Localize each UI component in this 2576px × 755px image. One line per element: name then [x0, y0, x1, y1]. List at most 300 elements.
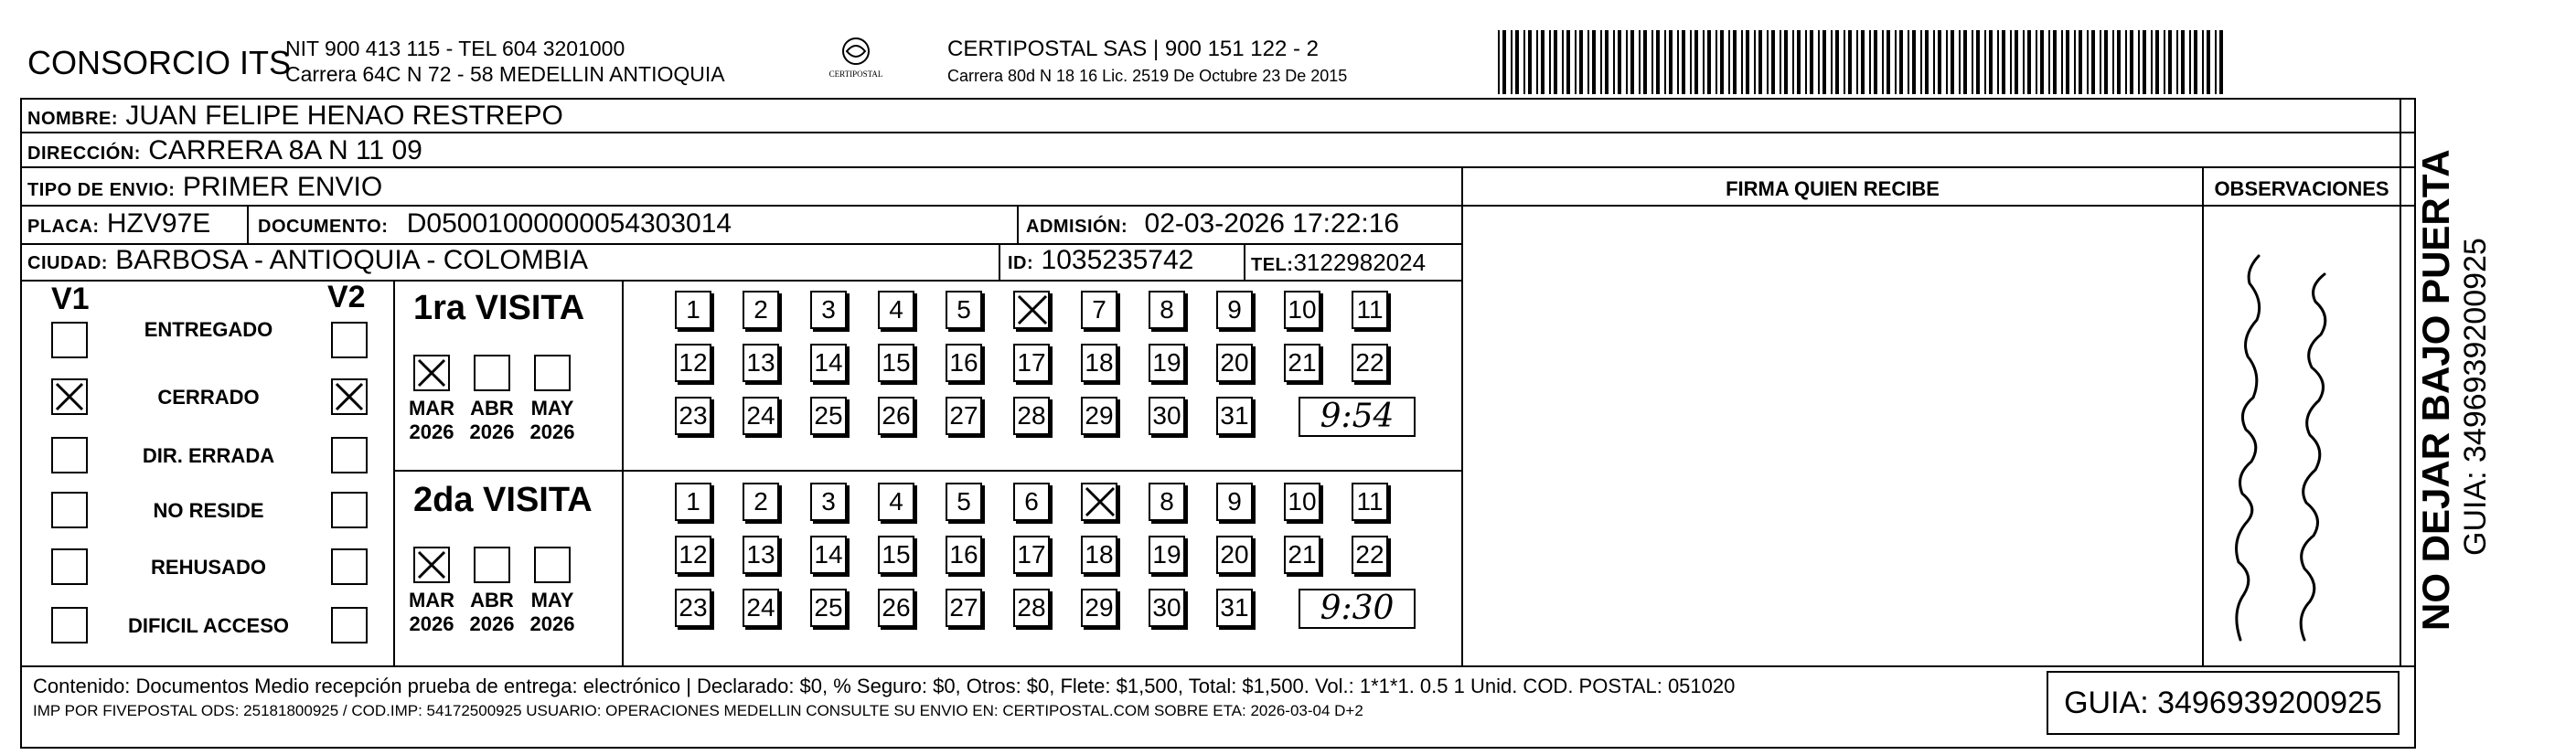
- no-under-door-notice: NO DEJAR BAJO PUERTA: [2414, 149, 2457, 631]
- svg-text:CERTIPOSTAL: CERTIPOSTAL: [828, 69, 883, 79]
- barcode-bar: [2125, 30, 2127, 94]
- month-checkbox[interactable]: [413, 355, 450, 391]
- v1-checkbox[interactable]: [51, 607, 88, 643]
- status-label: ENTREGADO: [144, 318, 273, 341]
- day-box[interactable]: [946, 397, 982, 435]
- handwritten-observations: [2204, 247, 2387, 654]
- barcode-bar: [1972, 30, 1973, 94]
- day-number: 29: [1085, 401, 1114, 430]
- day-number: 11: [1356, 295, 1384, 324]
- month-label: ABR 2026: [469, 589, 515, 635]
- shipping-type-label: TIPO DE ENVIO:: [27, 180, 176, 200]
- day-number: 17: [1017, 540, 1046, 569]
- barcode-bar: [1946, 30, 1948, 94]
- status-label: DIR. ERRADA: [142, 444, 275, 467]
- barcode-bar: [1639, 30, 1641, 94]
- barcode-bar: [1771, 30, 1775, 94]
- barcode-bar: [1869, 30, 1871, 94]
- phone-row: [1251, 247, 1426, 281]
- day-box[interactable]: [810, 397, 847, 435]
- day-box[interactable]: [1149, 536, 1185, 574]
- barcode-bar: [2143, 30, 2146, 94]
- day-box[interactable]: [878, 397, 914, 435]
- day-number: 27: [949, 401, 978, 430]
- barcode-bar: [1805, 30, 1807, 94]
- barcode-bar: [2176, 30, 2178, 94]
- day-box[interactable]: [1352, 483, 1388, 521]
- day-number: 21: [1288, 540, 1317, 569]
- day-box[interactable]: [1081, 536, 1117, 574]
- day-box[interactable]: [1216, 589, 1253, 627]
- day-number: 18: [1085, 348, 1114, 377]
- day-number: 31: [1220, 401, 1249, 430]
- day-number: 3: [821, 487, 836, 516]
- day-box[interactable]: [743, 344, 779, 382]
- id-label: ID:: [1008, 253, 1034, 273]
- barcode-bar: [1780, 30, 1781, 94]
- x-mark-icon: [415, 356, 448, 389]
- observations-header: OBSERVACIONES: [2214, 177, 2389, 200]
- day-box[interactable]: [1013, 291, 1050, 329]
- day-number: 10: [1288, 487, 1317, 516]
- day-number: 4: [889, 487, 903, 516]
- day-number: 24: [746, 593, 775, 622]
- barcode-bar: [1895, 30, 1897, 94]
- day-number: 1: [686, 295, 700, 324]
- v1-checkbox[interactable]: [51, 437, 88, 473]
- barcode-bar: [1899, 30, 1903, 94]
- day-number: 26: [882, 401, 911, 430]
- barcode-bar: [1703, 30, 1705, 94]
- barcode-bar: [2151, 30, 2153, 94]
- barcode-bar: [1844, 30, 1845, 94]
- barcode-bar: [1618, 30, 1621, 94]
- month-label: ABR 2026: [469, 397, 515, 443]
- barcode-bar: [1587, 30, 1589, 94]
- day-box[interactable]: [946, 536, 982, 574]
- day-number: 11: [1356, 487, 1384, 516]
- day-number: 28: [1017, 401, 1046, 430]
- day-box[interactable]: [743, 589, 779, 627]
- barcode-bar: [1579, 30, 1583, 94]
- company-name: CONSORCIO ITS: [27, 44, 292, 81]
- recipient-name-row: [27, 101, 563, 134]
- barcode-bar: [1976, 30, 1980, 94]
- admission-label: ADMISIÓN:: [1026, 217, 1128, 237]
- month-checkbox[interactable]: [534, 547, 571, 583]
- x-mark-icon: [415, 548, 448, 581]
- visit-title: 1ra VISITA: [413, 289, 585, 327]
- barcode-bar: [1651, 30, 1653, 94]
- day-number: 2: [754, 295, 768, 324]
- day-box[interactable]: [675, 397, 711, 435]
- barcode-bar: [1511, 30, 1512, 94]
- barcode-bar: [2023, 30, 2025, 94]
- day-number: 2: [754, 487, 768, 516]
- day-number: 18: [1085, 540, 1114, 569]
- barcode-bar: [1664, 30, 1666, 94]
- day-number: 13: [746, 540, 775, 569]
- visit-time: 9:30: [1299, 589, 1416, 629]
- barcode-bar: [1541, 30, 1545, 94]
- barcode-bar: [1592, 30, 1596, 94]
- day-box[interactable]: [1216, 536, 1253, 574]
- barcode-bar: [1989, 30, 1993, 94]
- barcode-bar: [2040, 30, 2044, 94]
- day-box[interactable]: [1013, 589, 1050, 627]
- day-box[interactable]: [1352, 291, 1388, 329]
- day-number: 29: [1085, 593, 1114, 622]
- day-number: 20: [1220, 348, 1249, 377]
- barcode-bar: [1925, 30, 1929, 94]
- day-box[interactable]: [1216, 291, 1253, 329]
- day-number: 12: [679, 540, 708, 569]
- month-label: MAR 2026: [408, 397, 455, 443]
- day-number: 26: [882, 593, 911, 622]
- day-number: 8: [1160, 487, 1174, 516]
- signature-header: FIRMA QUIEN RECIBE: [1726, 177, 1940, 200]
- barcode-bar: [2194, 30, 2197, 94]
- month-label: MAR 2026: [408, 589, 455, 635]
- day-box[interactable]: [1284, 536, 1320, 574]
- barcode-bar: [2117, 30, 2121, 94]
- day-box[interactable]: [1216, 397, 1253, 435]
- barcode-bar: [1523, 30, 1525, 94]
- v1-checkbox[interactable]: [51, 548, 88, 585]
- v2-header: V2: [327, 280, 366, 314]
- barcode-bar: [1656, 30, 1660, 94]
- day-box[interactable]: [810, 589, 847, 627]
- day-number: 30: [1152, 593, 1181, 622]
- barcode-bar: [1959, 30, 1961, 94]
- x-mark-icon: [333, 380, 366, 413]
- day-box[interactable]: [878, 344, 914, 382]
- day-box[interactable]: [1081, 344, 1117, 382]
- month-checkbox[interactable]: [474, 547, 510, 583]
- day-number: 21: [1288, 348, 1317, 377]
- day-number: 14: [814, 348, 843, 377]
- day-number: 16: [949, 540, 978, 569]
- barcode-bar: [1997, 30, 1999, 94]
- barcode-bar: [1767, 30, 1769, 94]
- day-number: 25: [814, 401, 843, 430]
- barcode-bar: [2074, 30, 2076, 94]
- barcode-bar: [1643, 30, 1647, 94]
- document-value: D0500100000005430301​4: [406, 208, 732, 239]
- barcode-bar: [1626, 30, 1628, 94]
- v1-checkbox[interactable]: [51, 378, 88, 415]
- id-row: [1008, 245, 1193, 279]
- barcode-bar: [2112, 30, 2114, 94]
- day-number: 4: [889, 295, 903, 324]
- day-box[interactable]: [675, 291, 711, 329]
- barcode-bar: [1951, 30, 1954, 94]
- day-number: 22: [1355, 348, 1384, 377]
- day-number: 19: [1152, 348, 1181, 377]
- barcode-bar: [1694, 30, 1698, 94]
- barcode-bar: [1720, 30, 1724, 94]
- barcode-bar: [1728, 30, 1730, 94]
- v1-checkbox[interactable]: [51, 322, 88, 358]
- barcode-bar: [1716, 30, 1717, 94]
- v2-checkbox[interactable]: [331, 607, 368, 643]
- shipping-type-value: PRIMER ENVIO: [182, 172, 383, 202]
- barcode-bar: [2219, 30, 2223, 94]
- barcode-bar: [1549, 30, 1551, 94]
- day-box[interactable]: [675, 344, 711, 382]
- barcode-bar: [2215, 30, 2217, 94]
- barcode-bar: [2002, 30, 2005, 94]
- barcode-bar: [2053, 30, 2057, 94]
- day-box[interactable]: [1352, 344, 1388, 382]
- day-number: 22: [1355, 540, 1384, 569]
- barcode-bar: [1856, 30, 1858, 94]
- day-number: 8: [1160, 295, 1174, 324]
- status-label: DIFICIL ACCESO: [127, 614, 289, 637]
- address-value: CARRERA 8A N 11 09: [148, 135, 422, 165]
- day-number: 17: [1017, 348, 1046, 377]
- status-label: NO RESIDE: [153, 499, 264, 522]
- day-box[interactable]: [1352, 536, 1388, 574]
- barcode-bar: [1912, 30, 1916, 94]
- barcode-bar: [1835, 30, 1839, 94]
- barcode-bar: [1515, 30, 1519, 94]
- day-box[interactable]: [1081, 589, 1117, 627]
- barcode-bar: [1554, 30, 1557, 94]
- city-row: [27, 245, 588, 279]
- day-number: 23: [679, 593, 708, 622]
- barcode-bar: [2015, 30, 2018, 94]
- v2-checkbox[interactable]: [331, 378, 368, 415]
- day-box[interactable]: [946, 344, 982, 382]
- barcode-bar: [2027, 30, 2031, 94]
- visit-time: 9:54: [1299, 397, 1416, 437]
- v2-checkbox[interactable]: [331, 322, 368, 358]
- day-number: 30: [1152, 401, 1181, 430]
- day-box[interactable]: [946, 483, 982, 521]
- day-box[interactable]: [878, 483, 914, 521]
- day-number: 9: [1227, 295, 1242, 324]
- day-number: 6: [1024, 487, 1039, 516]
- barcode-bar: [1792, 30, 1794, 94]
- barcode-bar: [1669, 30, 1673, 94]
- admission-value: 02-03-2026 17:22:16: [1144, 208, 1400, 239]
- footer-guide-number: GUIA: 3496939200925: [2047, 671, 2400, 735]
- x-mark-icon: [53, 380, 86, 413]
- barcode-bar: [1502, 30, 1506, 94]
- barcode-bar: [2066, 30, 2069, 94]
- day-box[interactable]: [878, 291, 914, 329]
- month-checkbox[interactable]: [474, 355, 510, 391]
- day-number: 24: [746, 401, 775, 430]
- barcode-bar: [2048, 30, 2050, 94]
- barcode-bar: [2104, 30, 2108, 94]
- recipient-name-label: NOMBRE:: [27, 109, 119, 129]
- day-box[interactable]: [1013, 397, 1050, 435]
- day-box[interactable]: [1081, 483, 1117, 521]
- status-label: CERRADO: [157, 386, 260, 409]
- status-label: REHUSADO: [151, 556, 266, 579]
- document-label: DOCUMENTO:: [258, 217, 389, 237]
- barcode-bar: [2189, 30, 2191, 94]
- plate-value: HZV97E: [106, 208, 211, 239]
- barcode-bar: [1677, 30, 1679, 94]
- barcode-bar: [1758, 30, 1762, 94]
- day-box[interactable]: [810, 291, 847, 329]
- barcode-bar: [1848, 30, 1852, 94]
- day-number: 16: [949, 348, 978, 377]
- barcode-bar: [1741, 30, 1743, 94]
- barcode-bar: [1498, 30, 1500, 94]
- day-box[interactable]: [1149, 291, 1185, 329]
- barcode-bar: [2010, 30, 2012, 94]
- barcode: [1498, 30, 2228, 94]
- barcode-bar: [2138, 30, 2140, 94]
- barcode-bar: [1874, 30, 1877, 94]
- day-box[interactable]: [1284, 291, 1320, 329]
- day-box[interactable]: [1149, 589, 1185, 627]
- day-box[interactable]: [1081, 397, 1117, 435]
- barcode-bar: [2130, 30, 2133, 94]
- day-box[interactable]: [743, 536, 779, 574]
- plate-row: [27, 208, 210, 242]
- day-box[interactable]: [743, 291, 779, 329]
- barcode-bar: [1754, 30, 1756, 94]
- month-label: MAY 2026: [529, 397, 575, 443]
- barcode-bar: [1831, 30, 1833, 94]
- barcode-bar: [1605, 30, 1609, 94]
- day-box[interactable]: [675, 589, 711, 627]
- day-box[interactable]: [743, 397, 779, 435]
- day-box[interactable]: [1216, 344, 1253, 382]
- barcode-bar: [1810, 30, 1813, 94]
- day-box[interactable]: [675, 536, 711, 574]
- day-number: 7: [1092, 295, 1106, 324]
- barcode-bar: [1575, 30, 1577, 94]
- barcode-bar: [1818, 30, 1820, 94]
- barcode-bar: [2091, 30, 2095, 94]
- city-value: BARBOSA - ANTIOQUIA - COLOMBIA: [115, 245, 589, 275]
- day-box[interactable]: [743, 483, 779, 521]
- phone-label: TEL:: [1251, 255, 1294, 275]
- plate-label: PLACA:: [27, 217, 100, 237]
- day-box[interactable]: [1216, 483, 1253, 521]
- barcode-bar: [1887, 30, 1890, 94]
- day-box[interactable]: [1013, 344, 1050, 382]
- barcode-bar: [2164, 30, 2165, 94]
- barcode-bar: [2036, 30, 2037, 94]
- barcode-bar: [1938, 30, 1941, 94]
- barcode-bar: [2155, 30, 2159, 94]
- barcode-bar: [2202, 30, 2204, 94]
- day-number: 25: [814, 593, 843, 622]
- v2-checkbox[interactable]: [331, 437, 368, 473]
- id-value: 1035235742: [1041, 245, 1194, 275]
- recipient-name: JUAN FELIPE HENAO RESTREPO: [125, 101, 563, 131]
- barcode-bar: [1920, 30, 1922, 94]
- barcode-bar: [1784, 30, 1788, 94]
- day-number: 28: [1017, 593, 1046, 622]
- barcode-bar: [1682, 30, 1685, 94]
- barcode-bar: [1984, 30, 1986, 94]
- company-address: Carrera 64C N 72 - 58 MEDELLIN ANTIOQUIA: [285, 62, 725, 86]
- month-label: MAY 2026: [529, 589, 575, 635]
- barcode-bar: [2079, 30, 2082, 94]
- barcode-bar: [1797, 30, 1801, 94]
- barcode-bar: [1908, 30, 1909, 94]
- carrier-name: CERTIPOSTAL SAS | 900 151 122 - 2: [947, 37, 1319, 61]
- barcode-bar: [2168, 30, 2172, 94]
- day-box[interactable]: [1149, 344, 1185, 382]
- day-box[interactable]: [1284, 483, 1320, 521]
- day-number: 5: [957, 295, 971, 324]
- day-box[interactable]: [1013, 483, 1050, 521]
- day-box[interactable]: [1081, 291, 1117, 329]
- day-box[interactable]: [946, 589, 982, 627]
- x-mark-icon: [1083, 484, 1117, 519]
- day-box[interactable]: [810, 483, 847, 521]
- x-mark-icon: [1015, 292, 1050, 327]
- barcode-bar: [1861, 30, 1865, 94]
- day-number: 27: [949, 593, 978, 622]
- day-number: 20: [1220, 540, 1249, 569]
- v1-header: V1: [51, 282, 90, 316]
- v1-checkbox[interactable]: [51, 492, 88, 528]
- day-number: 23: [679, 401, 708, 430]
- company-nit: NIT 900 413 115 - TEL 604 3201000: [285, 37, 625, 60]
- certipostal-logo: [810, 33, 902, 88]
- barcode-bar: [2207, 30, 2210, 94]
- month-checkbox[interactable]: [413, 547, 450, 583]
- day-number: 14: [814, 540, 843, 569]
- barcode-bar: [1822, 30, 1826, 94]
- address-label: DIRECCIÓN:: [27, 144, 141, 164]
- barcode-bar: [1933, 30, 1935, 94]
- barcode-bar: [1528, 30, 1532, 94]
- month-checkbox[interactable]: [534, 355, 571, 391]
- side-guide-number: GUIA: 3496939200925: [2458, 238, 2493, 556]
- barcode-bar: [1882, 30, 1884, 94]
- barcode-bar: [2181, 30, 2185, 94]
- day-box[interactable]: [810, 536, 847, 574]
- day-box[interactable]: [1013, 536, 1050, 574]
- v2-checkbox[interactable]: [331, 548, 368, 585]
- visit-title: 2da VISITA: [413, 481, 593, 519]
- day-box[interactable]: [1284, 344, 1320, 382]
- day-box[interactable]: [675, 483, 711, 521]
- v2-checkbox[interactable]: [331, 492, 368, 528]
- day-box[interactable]: [946, 291, 982, 329]
- day-box[interactable]: [810, 344, 847, 382]
- day-number: 19: [1152, 540, 1181, 569]
- day-number: 9: [1227, 487, 1242, 516]
- day-box[interactable]: [878, 536, 914, 574]
- day-box[interactable]: [1149, 397, 1185, 435]
- barcode-bar: [1733, 30, 1737, 94]
- city-label: CIUDAD:: [27, 253, 108, 273]
- barcode-bar: [1963, 30, 1967, 94]
- day-box[interactable]: [878, 589, 914, 627]
- barcode-bar: [1562, 30, 1564, 94]
- barcode-bar: [1690, 30, 1692, 94]
- day-number: 5: [957, 487, 971, 516]
- barcode-bar: [1600, 30, 1602, 94]
- day-number: 13: [746, 348, 775, 377]
- day-number: 15: [882, 348, 911, 377]
- footer-print-line: IMP POR FIVEPOSTAL ODS: 25181800925 / COD.IMP: 54172500925 USUARIO: OPERACIONES MEDELLIN CONSULTE SU ENVIO EN: CERTIPOSTAL.COM SOBRE ETA: 2026-03-04 D+2: [33, 702, 1363, 719]
- admission-row: [1026, 208, 1399, 242]
- day-box[interactable]: [1149, 483, 1185, 521]
